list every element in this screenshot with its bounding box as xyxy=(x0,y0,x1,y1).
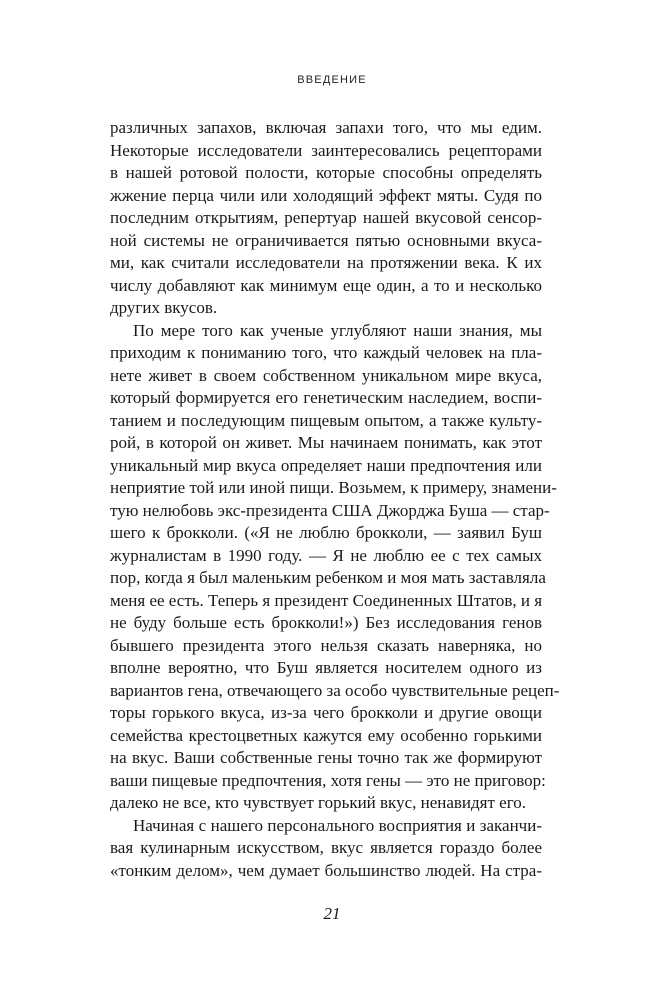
text-line: не буду больше есть брокколи!») Без исследования генов xyxy=(110,613,542,632)
text-line: ной системы не ограничивается пятью основными вкуса- xyxy=(110,230,542,250)
text-line: вполне вероятно, что Буш является носителем одного из xyxy=(110,658,542,677)
text-line: других вкусов. xyxy=(110,298,218,317)
text-line: последним открытиям, репертуар нашей вкусовой сенсор- xyxy=(110,208,542,227)
text-line: в нашей ротовой полости, которые способны определять xyxy=(110,163,542,182)
text-line: семейства крестоцветных кажутся ему особенно горькими xyxy=(110,725,542,745)
text-line: вая кулинарным искусством, вкус является гораздо более xyxy=(110,838,542,857)
text-line: «тонким делом», чем думает большинство людей. На стра- xyxy=(110,860,542,880)
text-line: меня ее есть. Теперь я президент Соединенных Штатов, и я xyxy=(110,590,543,610)
text-line: вариантов гена, отвечающего за особо чувствительные рецеп- xyxy=(110,680,560,700)
text-line: различных запахов, включая запахи того, что мы едим. xyxy=(110,118,542,137)
text-line: торы горького вкуса, из-за чего брокколи и другие овощи xyxy=(110,703,542,722)
text-line: пор, когда я был маленьким ребенком и моя мать заставляла xyxy=(110,568,546,587)
text-line: числу добавляют как минимум еще один, а то и несколько xyxy=(110,275,542,295)
text-line: журналистам в 1990 году. — Я не люблю ее с тех самых xyxy=(110,545,542,565)
text-line: неприятие той или иной пищи. Возьмем, к примеру, знамени- xyxy=(110,478,557,497)
text-line: на вкус. Ваши собственные гены точно так же формируют xyxy=(110,748,542,767)
text-line: который формируется его генетическим наследием, воспи- xyxy=(110,388,542,407)
text-line: шего к брокколи. («Я не люблю брокколи, — заявил Буш xyxy=(110,523,542,542)
text-line: Начиная с нашего персонального восприятия и заканчи- xyxy=(133,815,542,835)
text-line: бывшего президента этого нельзя сказать наверняка, но xyxy=(110,635,542,655)
text-line: жжение перца чили или холодящий эффект мяты. Судя по xyxy=(110,185,542,205)
page-number: 21 xyxy=(323,904,341,923)
text-line: По мере того как ученые углубляют наши знания, мы xyxy=(133,320,542,340)
text-line: ваши пищевые предпочтения, хотя гены — это не приговор: xyxy=(110,770,546,790)
text-line: танием и последующим пищевым опытом, а также культу- xyxy=(110,410,542,430)
text-line: нете живет в своем собственном уникальном мире вкуса, xyxy=(110,365,542,385)
text-line: приходим к пониманию того, что каждый человек на пла- xyxy=(110,343,542,362)
text-line: уникальный мир вкуса определяет наши предпочтения или xyxy=(110,455,542,475)
text-line: тую нелюбовь экс-президента США Джорджа Буша — стар- xyxy=(110,500,550,520)
running-head: ВВЕДЕНИЕ xyxy=(297,74,367,86)
text-line: Некоторые исследователи заинтересовались рецепторами xyxy=(110,140,542,160)
text-line: рой, в которой он живет. Мы начинаем понимать, как этот xyxy=(110,433,542,452)
text-line: далеко не все, кто чувствует горький вкус, ненавидят его. xyxy=(110,793,527,812)
text-line: ми, как считали исследователи на протяжении века. К их xyxy=(110,253,542,272)
